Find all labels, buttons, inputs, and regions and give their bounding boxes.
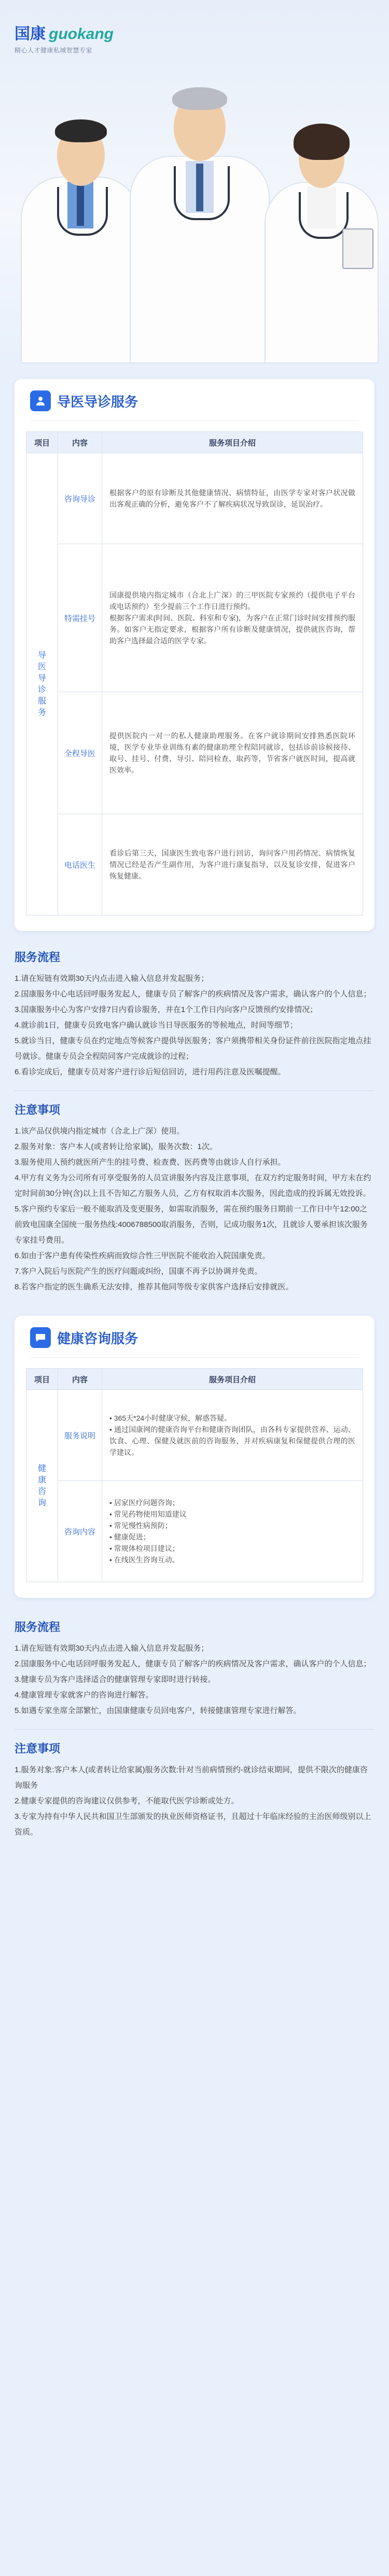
row-name: 特需挂号 — [58, 544, 102, 692]
flow-step: 5.如遇专家坐席全部繁忙，由国康健康专员回电客户，转接健康管理专家进行解答。 — [15, 1706, 301, 1715]
row-desc-text: 提供医院内一对一的私人健康助理服务。在客户就诊期间安排熟悉医院环境，医学专业毕业训练有素的健康助理全程陪同就诊，包括诊前诊候接待、取号、挂号、付费、导引、陪同检查、取药等，节省客户就医时间，提高就医效率。 — [109, 732, 355, 774]
table-row — [26, 453, 363, 544]
note-item: 8.若客户指定的医生确系无法安排，推荐其他同等级专家供客户选择后安排就医。 — [15, 1283, 294, 1291]
table-header: 服务项目介绍 — [102, 432, 363, 453]
flow-step: 4.就诊前1日，健康专员致电客户确认就诊当日导医服务的等候地点，时间等细节； — [15, 1021, 298, 1030]
note-item: 2.健康专家提供的咨询建议仅供参考，不能取代医学诊断或处方。 — [15, 1797, 239, 1805]
row-desc-text: 根据客户需求(时间、医院、科室和专家)，为客户在正常门诊时间安排预约服务。如客户无指定要求，根据客户所有诊断及健康情况，提供就医咨询，帮助客户选择最合适的医学专家。 — [109, 614, 355, 645]
row-desc-text: 国康提供境内指定城市（合北上广深）的三甲医院专家预约（提供电子平台或电话预约）至少提前三个工作日进行预约。 — [109, 591, 355, 611]
section-title: 注意事项 — [15, 1103, 61, 1116]
row-name: 电话医生 — [58, 814, 102, 915]
flow-step: 2.国康服务中心电话回呼服务发起人，健康专员了解客户的疾病情况及客户需求，确认客户的个人信息； — [15, 1660, 371, 1668]
row-desc-text: • 居家医疗问题咨询； — [109, 1499, 179, 1507]
row-desc — [102, 1481, 363, 1582]
row-desc-text: • 在线医生咨询互动。 — [109, 1556, 179, 1564]
brand-tagline: 精心人才健康私域智慧专家 — [15, 47, 93, 54]
table-category — [26, 1390, 58, 1582]
notes-section — [0, 1740, 389, 1840]
category-label: 导医导诊服务 — [37, 651, 46, 717]
table-row — [26, 1481, 363, 1582]
flow-step: 6.看诊完成后，健康专员对客户进行诊后短信回访，进行用药注意及医嘱提醒。 — [15, 1068, 286, 1076]
flow-step: 3.健康专员为客户选择适合的健康管理专家即时进行转接。 — [15, 1675, 216, 1684]
note-item: 7.客户入院后与医院产生的医疗问题或纠纷，国康不再予以协调并免责。 — [15, 1267, 262, 1276]
clipboard-icon — [342, 228, 373, 269]
section-title: 服务流程 — [15, 1621, 61, 1634]
hero-banner — [0, 0, 389, 363]
row-name: 咨询内容 — [58, 1481, 102, 1582]
flow-step: 5.就诊当日，健康专员在约定地点等候客户提供导医服务；客户须携带相关身份证件前往医院指定地点挂号就诊。健康专员会全程陪同客户完成就诊的过程； — [15, 1036, 371, 1061]
table-category — [26, 453, 58, 915]
section-title: 服务流程 — [15, 951, 61, 964]
card-title — [15, 1316, 374, 1357]
note-item: 1.服务对象:客户本人(或者转让给家属)服务次数:针对当前病情预约-就诊结束期间，提供不限次的健康咨询服务 — [15, 1765, 368, 1790]
brand-logo — [15, 21, 114, 44]
section-title: 导医导诊服务 — [57, 394, 138, 410]
table-header: 服务项目介绍 — [102, 1369, 363, 1390]
divider — [15, 1729, 374, 1730]
section-title: 健康咨询服务 — [57, 1330, 138, 1346]
flow-step: 1.请在短链有效期30天内点击进入输入信息并发起服务； — [15, 974, 209, 983]
table-header: 内容 — [58, 1369, 102, 1390]
service-flow-section — [0, 1619, 389, 1719]
row-desc-text: • 健康促进； — [109, 1533, 150, 1541]
row-desc-text: 看诊后第三天，国康医生致电客户进行回访，询问客户用药情况、病情恢复情况已经是否产生副作用，为客户进行康复指导，以及复诊安排，促进客户恢复健康。 — [109, 849, 355, 880]
row-name: 服务说明 — [58, 1390, 102, 1481]
row-desc-text: 根据客户的原有诊断及其他健康情况、病情特征，由医学专家对客户状况做出客观正确的分析，避免客户不了解疾病状况导致误诊，延误治疗。 — [109, 489, 355, 508]
row-desc — [102, 692, 363, 814]
table-header: 项目 — [26, 432, 58, 453]
row-name: 咨询导诊 — [58, 453, 102, 544]
row-name: 全程导医 — [58, 692, 102, 814]
table-row — [26, 814, 363, 915]
note-item: 2.服务对象：客户本人(或者转让给家属)，服务次数：1次。 — [15, 1142, 217, 1151]
row-desc — [102, 814, 363, 915]
table-row — [26, 1390, 363, 1481]
row-desc — [102, 453, 363, 544]
doctor-illustration-center — [130, 73, 270, 363]
service-table — [26, 1368, 363, 1582]
chat-bubble-icon — [30, 1327, 51, 1348]
table-row — [26, 692, 363, 814]
brand — [15, 21, 114, 55]
note-item: 5.客户预约专家后一般不能取消及变更服务，如需取消服务，需在预约服务日期前一工作日中午12:00之前致电国康全国统一服务热线:4006788500取消服务，否则，记成功服务1次，且就诊人要承担该次服务专家挂号费用。 — [15, 1205, 368, 1245]
divider — [15, 1090, 374, 1091]
brand-name-cn: 国康 — [15, 25, 46, 43]
table-header: 项目 — [26, 1369, 58, 1390]
row-desc-text: • 常规体检项目建议； — [109, 1544, 179, 1553]
service-table — [26, 431, 363, 915]
row-desc — [102, 544, 363, 692]
flow-step: 4.健康管理专家就客户的咨询进行解答。 — [15, 1691, 154, 1700]
card-title — [15, 379, 374, 421]
note-item: 6.如由于客户患有传染性疾病而致综合性三甲医院不能收治入院国康免责。 — [15, 1251, 270, 1260]
table-row — [26, 544, 363, 692]
flow-step: 2.国康服务中心电话回呼服务发起人，健康专员了解客户的疾病情况及客户需求，确认客户的个人信息； — [15, 990, 371, 999]
doctor-illustration-left — [21, 119, 140, 363]
note-item: 1.该产品仅供境内指定城市（合北上广深）使用。 — [15, 1127, 185, 1136]
row-desc-text: • 365天*24小时健康守候，解惑答疑。 — [109, 1414, 232, 1422]
person-id-icon — [30, 390, 51, 411]
flow-step: 1.请在短链有效期30天内点击进入输入信息并发起服务； — [15, 1644, 209, 1653]
guide-service-card — [15, 379, 374, 931]
divider — [30, 1357, 359, 1358]
note-item: 3.专家为持有中华人民共和国卫生部颁发的执业医师资格证书，且超过十年临床经验的主治医师级别以上资质。 — [15, 1812, 371, 1837]
note-item: 3.服务使用人预约就医所产生的挂号费、检查费、医药费等由就诊人自行承担。 — [15, 1158, 286, 1167]
brand-name-en: guokang — [49, 25, 114, 43]
category-label: 健康咨询 — [37, 1464, 46, 1507]
notes-section — [0, 1101, 389, 1295]
section-title: 注意事项 — [15, 1742, 61, 1755]
row-desc-text: • 常见慢性病预防； — [109, 1521, 172, 1530]
flow-step: 3.国康服务中心为客户安排7日内看诊服务，并在1个工作日内向客户反馈预约安排情况； — [15, 1005, 318, 1014]
note-item: 4.甲方有义务为公司所有可享受服务的人员宣讲服务内容及注意事项，在双方约定服务时间，甲方未在约定时间前30分钟(含)以上且不告知乙方服务人员，乙方有权取消本次服务，因此造成的投诉属无效投诉。 — [15, 1174, 371, 1198]
table-header: 内容 — [58, 432, 102, 453]
service-flow-section — [0, 949, 389, 1080]
row-desc-text: • 通过国康网的健康咨询平台和健康咨询团队，由各科专家提供营养、运动、饮食、心理、保健及就医前的咨询服务，并对疾病康复和保健提供合理的医学建议。 — [109, 1425, 355, 1456]
consult-service-card — [15, 1316, 374, 1598]
doctor-illustration-right — [265, 114, 379, 363]
row-desc-text: • 常见药物使用知道建议 — [109, 1510, 187, 1518]
row-desc — [102, 1390, 363, 1481]
